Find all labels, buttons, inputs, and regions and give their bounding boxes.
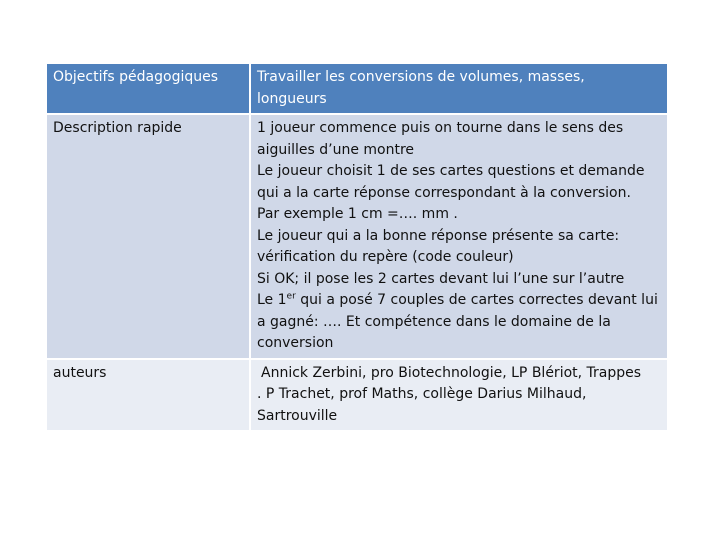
row-value-description [250,114,668,359]
table-row-description [46,114,668,359]
row-label-auteurs: auteurs [46,359,250,432]
text-line: Annick Zerbini, pro Biotechnologie, LP Blériot, Trappes [261,364,642,381]
row-value-auteurs [250,359,668,432]
row-label-description: Description rapide [46,114,250,359]
text-line: vérification du repère (code couleur) [257,249,514,265]
text-line: Par exemple 1 cm =…. mm . [257,206,458,222]
row-label-objectifs: Objectifs pédagogiques [46,63,250,114]
info-table [45,62,669,432]
table-row-objectifs [46,63,668,114]
text-line: Le joueur choisit 1 de ses cartes questions et demande [257,163,645,179]
text-le1-superscript: er [286,291,296,302]
table-row-auteurs [46,359,668,432]
text-line: Si OK; il pose les 2 cartes devant lui l’une sur l’autre [257,270,625,287]
text-line: Sartrouville [257,407,338,424]
text-line: conversion [257,335,334,351]
text-line: qui a la carte réponse correspondant à la conversion. [257,184,631,201]
text-line: . P Trachet, prof Maths, collège Darius Milhaud, [257,386,587,402]
text-le1-suffix: qui a posé 7 couples de cartes correctes devant lui [295,292,658,308]
text-line: longueurs [257,90,327,107]
text-line: 1 joueur commence puis on tourne dans le sens des [257,120,624,136]
text-le1-prefix: Le 1 [257,292,287,308]
text-line-winner [257,290,661,312]
text-line: aiguilles d’une montre [257,141,415,158]
row-value-objectifs [250,63,668,114]
text-line: Travailler les conversions de volumes, masses, [257,69,585,85]
text-line: a gagné: …. Et compétence dans le domaine de la [257,313,611,330]
text-line: Le joueur qui a la bonne réponse présente sa carte: [257,227,620,244]
